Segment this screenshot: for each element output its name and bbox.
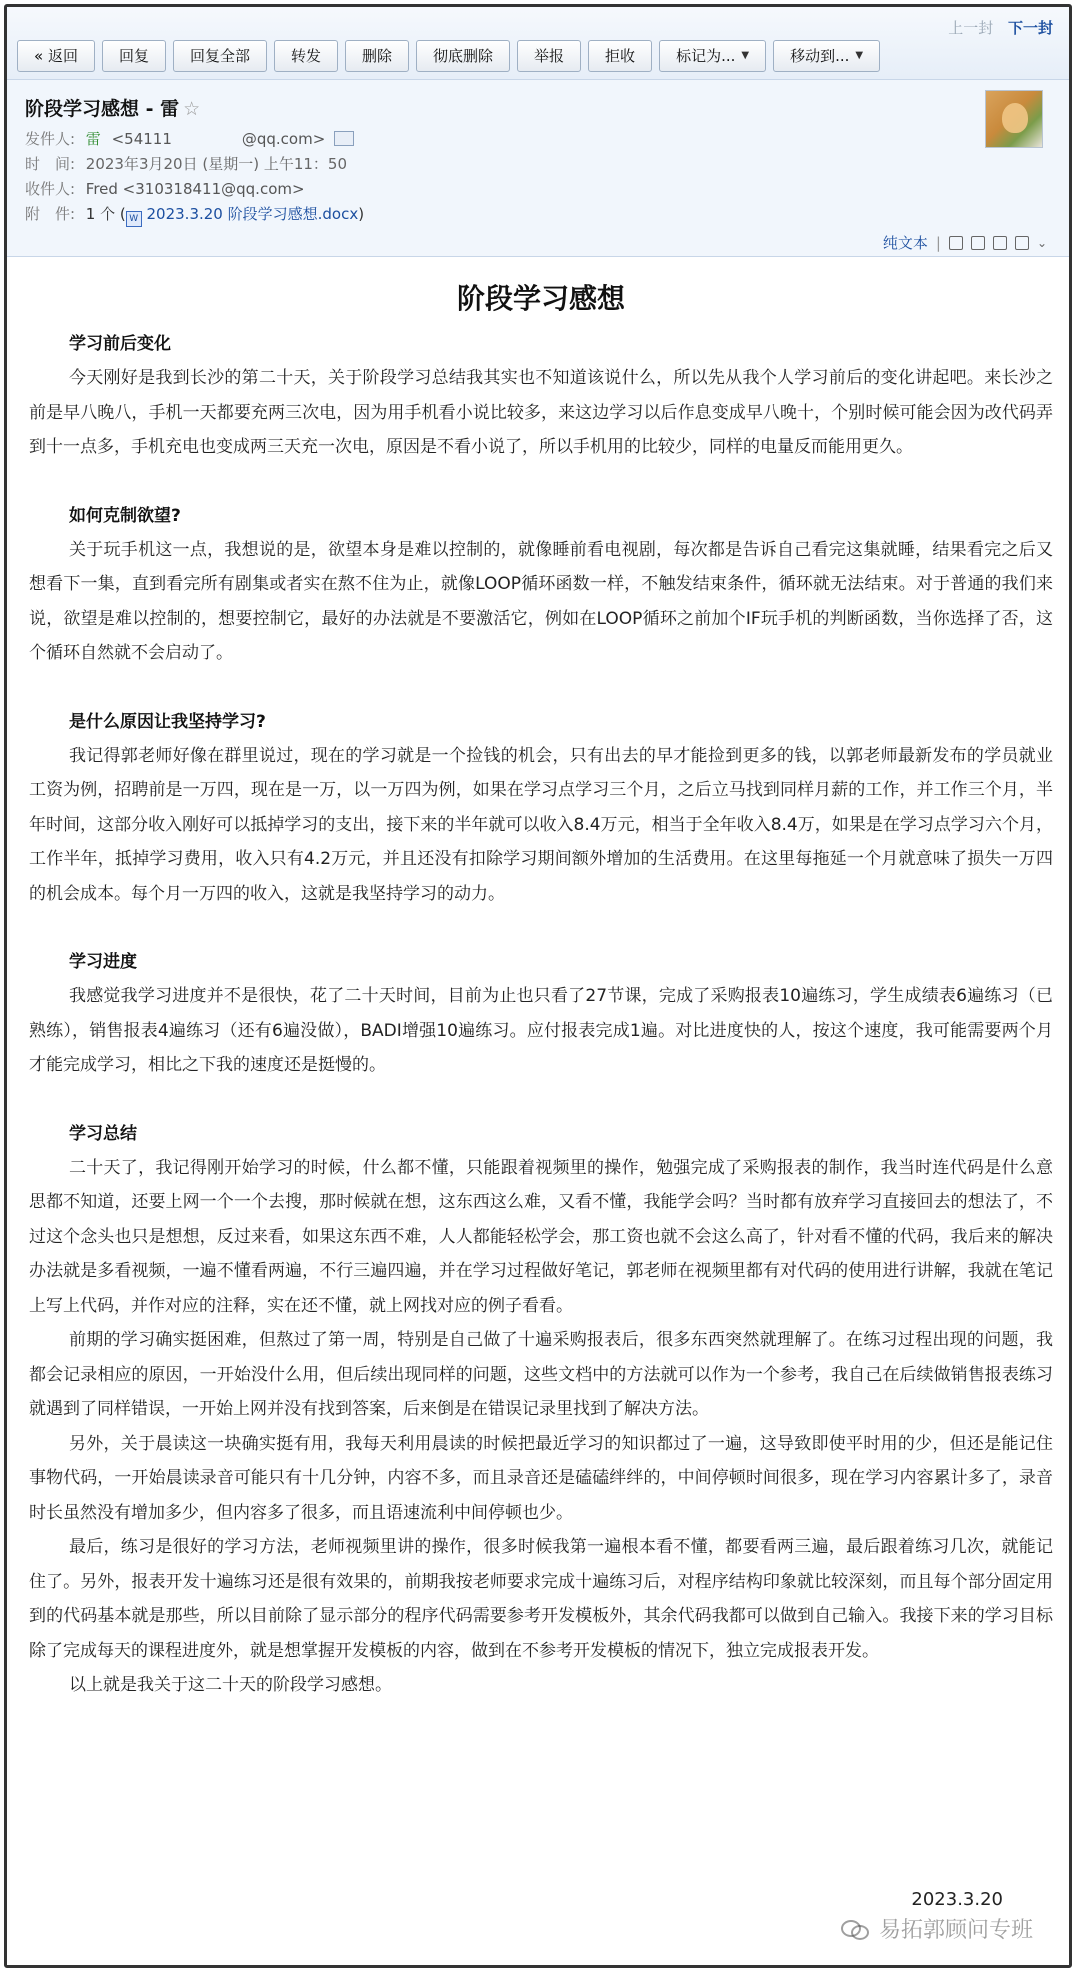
star-icon[interactable]: ☆ [183, 98, 201, 120]
mail-window [4, 4, 1072, 1968]
section-heading: 是什么原因让我坚持学习? [69, 711, 266, 732]
contact-card-icon[interactable] [334, 131, 354, 146]
move-to-dropdown[interactable] [773, 40, 880, 72]
reply-button-label: 回复 [118, 47, 149, 65]
mark-as-label: 标记为... [676, 47, 736, 65]
reply-all-button-label: 回复全部 [189, 47, 250, 65]
watermark [841, 1913, 1033, 1944]
note-icon[interactable] [971, 236, 985, 250]
paragraph: 关于玩手机这一点，我想说的是，欲望本身是难以控制的，就像睡前看电视剧，每次都是告诉自己看完这集就睡，结果看完之后又想看下一集，直到看完所有剧集或者实在熬不住为止，就像LOOP循环函数一样，不触发结束条件，循环就无法结束。对于普通的我们来说，欲望是难以控制的，想要控制它，最好的办法就是不要激活它，例如在LOOP循环之前加个IF玩手机的判断函数，当你选择了否，这个循环自然就不会启动了。 [29, 539, 1053, 663]
sender-name[interactable]: 雷 [85, 130, 101, 148]
time-row [25, 153, 347, 174]
move-to-label: 移动到... [790, 47, 850, 65]
mail-header [7, 80, 1069, 257]
pager [948, 17, 1053, 38]
recipient-row [25, 178, 305, 199]
reject-button[interactable] [588, 40, 652, 72]
back-button-label: « 返回 [34, 47, 78, 65]
paragraph: 另外，关于晨读这一块确实挺有用，我每天利用晨读的时候把最近学习的知识都过了一遍，这导致即使平时用的少，但还是能记住事物代码，一开始晨读录音可能只有十几分钟，内容不多，而且录音还是磕磕绊绊的，中间停顿时间很多，现在学习内容累计多了，录音时长虽然没有增加多少，但内容多了很多，而且语速流利中间停顿也少。 [29, 1433, 1053, 1523]
chevron-down-icon: ▼ [855, 50, 864, 61]
action-buttons [17, 40, 880, 72]
sender-avatar[interactable] [985, 90, 1043, 148]
tools-separator: | [935, 233, 941, 252]
sender-row [25, 128, 354, 149]
mail-body [29, 277, 1053, 1703]
attachment-label: 附 件: [25, 205, 76, 223]
subject-text: 阶段学习感想 - 雷 [25, 98, 180, 120]
plain-text-link[interactable]: 纯文本 [882, 234, 928, 252]
reply-all-button[interactable] [173, 40, 267, 72]
delete-button[interactable] [345, 40, 409, 72]
permanent-delete-button-label: 彻底删除 [433, 47, 494, 65]
paragraph: 前期的学习确实挺困难，但熬过了第一周，特别是自己做了十遍采购报表后，很多东西突然就理解了。在练习过程出现的问题，我都会记录相应的原因，一开始没什么用，但后续出现同样的问题，这些文档中的方法就可以作为一个参考，我自己在后续做销售报表练习就遇到了同样错误，一开始上网并没有找到答案，后来倒是在错误记录里找到了解决方法。 [29, 1330, 1053, 1419]
time-label: 时 间: [25, 155, 76, 173]
reply-button[interactable] [102, 40, 166, 72]
paragraph: 今天刚好是我到长沙的第二十天，关于阶段学习总结我其实也不知道该说什么，所以先从我个人学习前后的变化讲起吧。来长沙之前是早八晚八，手机一天都要充两三次电，因为用手机看小说比较多，来这边学习以后作息变成早八晚十，个别时候可能会因为改代码弄到十一点多，手机充电也变成两三天充一次电，原因是不看小说了，所以手机用的比较少，同样的电量反而能用更久。 [29, 368, 1053, 457]
sender-email: <54111 [111, 130, 172, 148]
next-mail-link[interactable]: 下一封 [1007, 19, 1053, 37]
save-icon[interactable] [993, 236, 1007, 250]
sender-label: 发件人: [25, 130, 76, 148]
mail-subject [25, 94, 200, 121]
paragraph: 我感觉我学习进度并不是很快，花了二十天时间，目前为止也只看了27节课，完成了采购报表10遍练习，学生成绩表6遍练习（已熟练），销售报表4遍练习（还有6遍没做），BADI增强10遍练习。应付报表完成1遍。对比进度快的人，按这个速度，我可能需要两个月才能完成学习，相比之下我的速度还是挺慢的。 [29, 986, 1053, 1075]
new-window-icon[interactable] [949, 236, 963, 250]
attachment-count: 1 个 ( [85, 205, 126, 223]
recipient-value[interactable]: Fred <310318411@qq.com> [85, 180, 305, 198]
forward-button-label: 转发 [290, 47, 321, 65]
word-doc-icon: W [126, 211, 142, 227]
mark-as-dropdown[interactable] [659, 40, 766, 72]
signoff-date: 2023.3.20 [911, 1889, 1003, 1910]
paragraph: 最后，练习是很好的学习方法，老师视频里讲的操作，很多时候我第一遍根本看不懂，都要看两三遍，最后跟着练习几次，就能记住了。另外，报表开发十遍练习还是很有效果的，前期我按老师要求完成十遍练习后，对程序结构印象就比较深刻，而且每个部分固定用到的代码基本就是那些，所以目前除了显示部分的程序代码需要参考开发模板外，其余代码我都可以做到自己输入。我接下来的学习目标除了完成每天的课程进度外，就是想掌握开发模板的内容，做到在不参考开发模板的情况下，独立完成报表开发。 [29, 1537, 1053, 1661]
paragraph: 以上就是我关于这二十天的阶段学习感想。 [69, 1675, 392, 1695]
reject-button-label: 拒收 [605, 47, 636, 65]
print-icon[interactable] [1015, 236, 1029, 250]
delete-button-label: 删除 [362, 47, 393, 65]
section-heading: 如何克制欲望? [69, 505, 181, 526]
attachment-row [25, 203, 364, 227]
wechat-icon [841, 1918, 871, 1940]
time-value: 2023年3月20日 (星期一) 上午11：50 [85, 155, 348, 173]
document-title: 阶段学习感想 [456, 282, 625, 315]
report-button[interactable] [517, 40, 581, 72]
watermark-text: 易拓郭顾问专班 [878, 1918, 1033, 1943]
header-tools [883, 232, 1047, 253]
section-heading: 学习前后变化 [69, 334, 171, 354]
section-heading: 学习总结 [69, 1123, 137, 1144]
mail-toolbar [7, 7, 1069, 80]
permanent-delete-button[interactable] [416, 40, 510, 72]
back-button[interactable] [17, 40, 95, 72]
recipient-label: 收件人: [25, 180, 76, 198]
section-heading: 学习进度 [69, 952, 137, 972]
paragraph: 我记得郭老师好像在群里说过，现在的学习就是一个捡钱的机会，只有出去的早才能捡到更多的钱，以郭老师最新发布的学员就业工资为例，招聘前是一万四，现在是一万，以一万四为例，如果在学习点学习三个月，之后立马找到同样月薪的工作，并工作三个月，半年时间，这部分收入刚好可以抵掉学习的支出，接下来的半年就可以收入8.4万元，相当于全年收入8.4万，如果是在学习点学习六个月，工作半年，抵掉学习费用，收入只有4.2万元，并且还没有扣除学习期间额外增加的生活费用。在这里每拖延一个月就意味了损失一万四的机会成本。每个月一万四的收入，这就是我坚持学习的动力。 [29, 745, 1053, 904]
expand-chevron-icon[interactable]: ⌄ [1036, 235, 1047, 250]
sender-email-domain: @qq.com> [241, 130, 326, 148]
prev-mail-link[interactable]: 上一封 [948, 19, 994, 37]
chevron-down-icon: ▼ [741, 50, 750, 61]
forward-button[interactable] [274, 40, 338, 72]
attachment-close-paren: ) [358, 205, 365, 223]
attachment-link[interactable]: 2023.3.20 阶段学习感想.docx [146, 205, 359, 223]
report-button-label: 举报 [534, 47, 565, 65]
paragraph: 二十天了，我记得刚开始学习的时候，什么都不懂，只能跟着视频里的操作，勉强完成了采购报表的制作，我当时连代码是什么意思都不知道，还要上网一个一个去搜，那时候就在想，这东西这么难，又看不懂，我能学会吗？当时都有放弃学习直接回去的想法了，不过这个念头也只是想想，反过来看，如果这东西不难，人人都能轻松学会，那工资也就不会这么高了，针对看不懂的代码，我后来的解决办法就是多看视频，一遍不懂看两遍，不行三遍四遍，并在学习过程做好笔记，郭老师在视频里都有对代码的使用进行讲解，我就在笔记上写上代码，并作对应的注释，实在还不懂，就上网找对应的例子看看。 [29, 1157, 1053, 1316]
